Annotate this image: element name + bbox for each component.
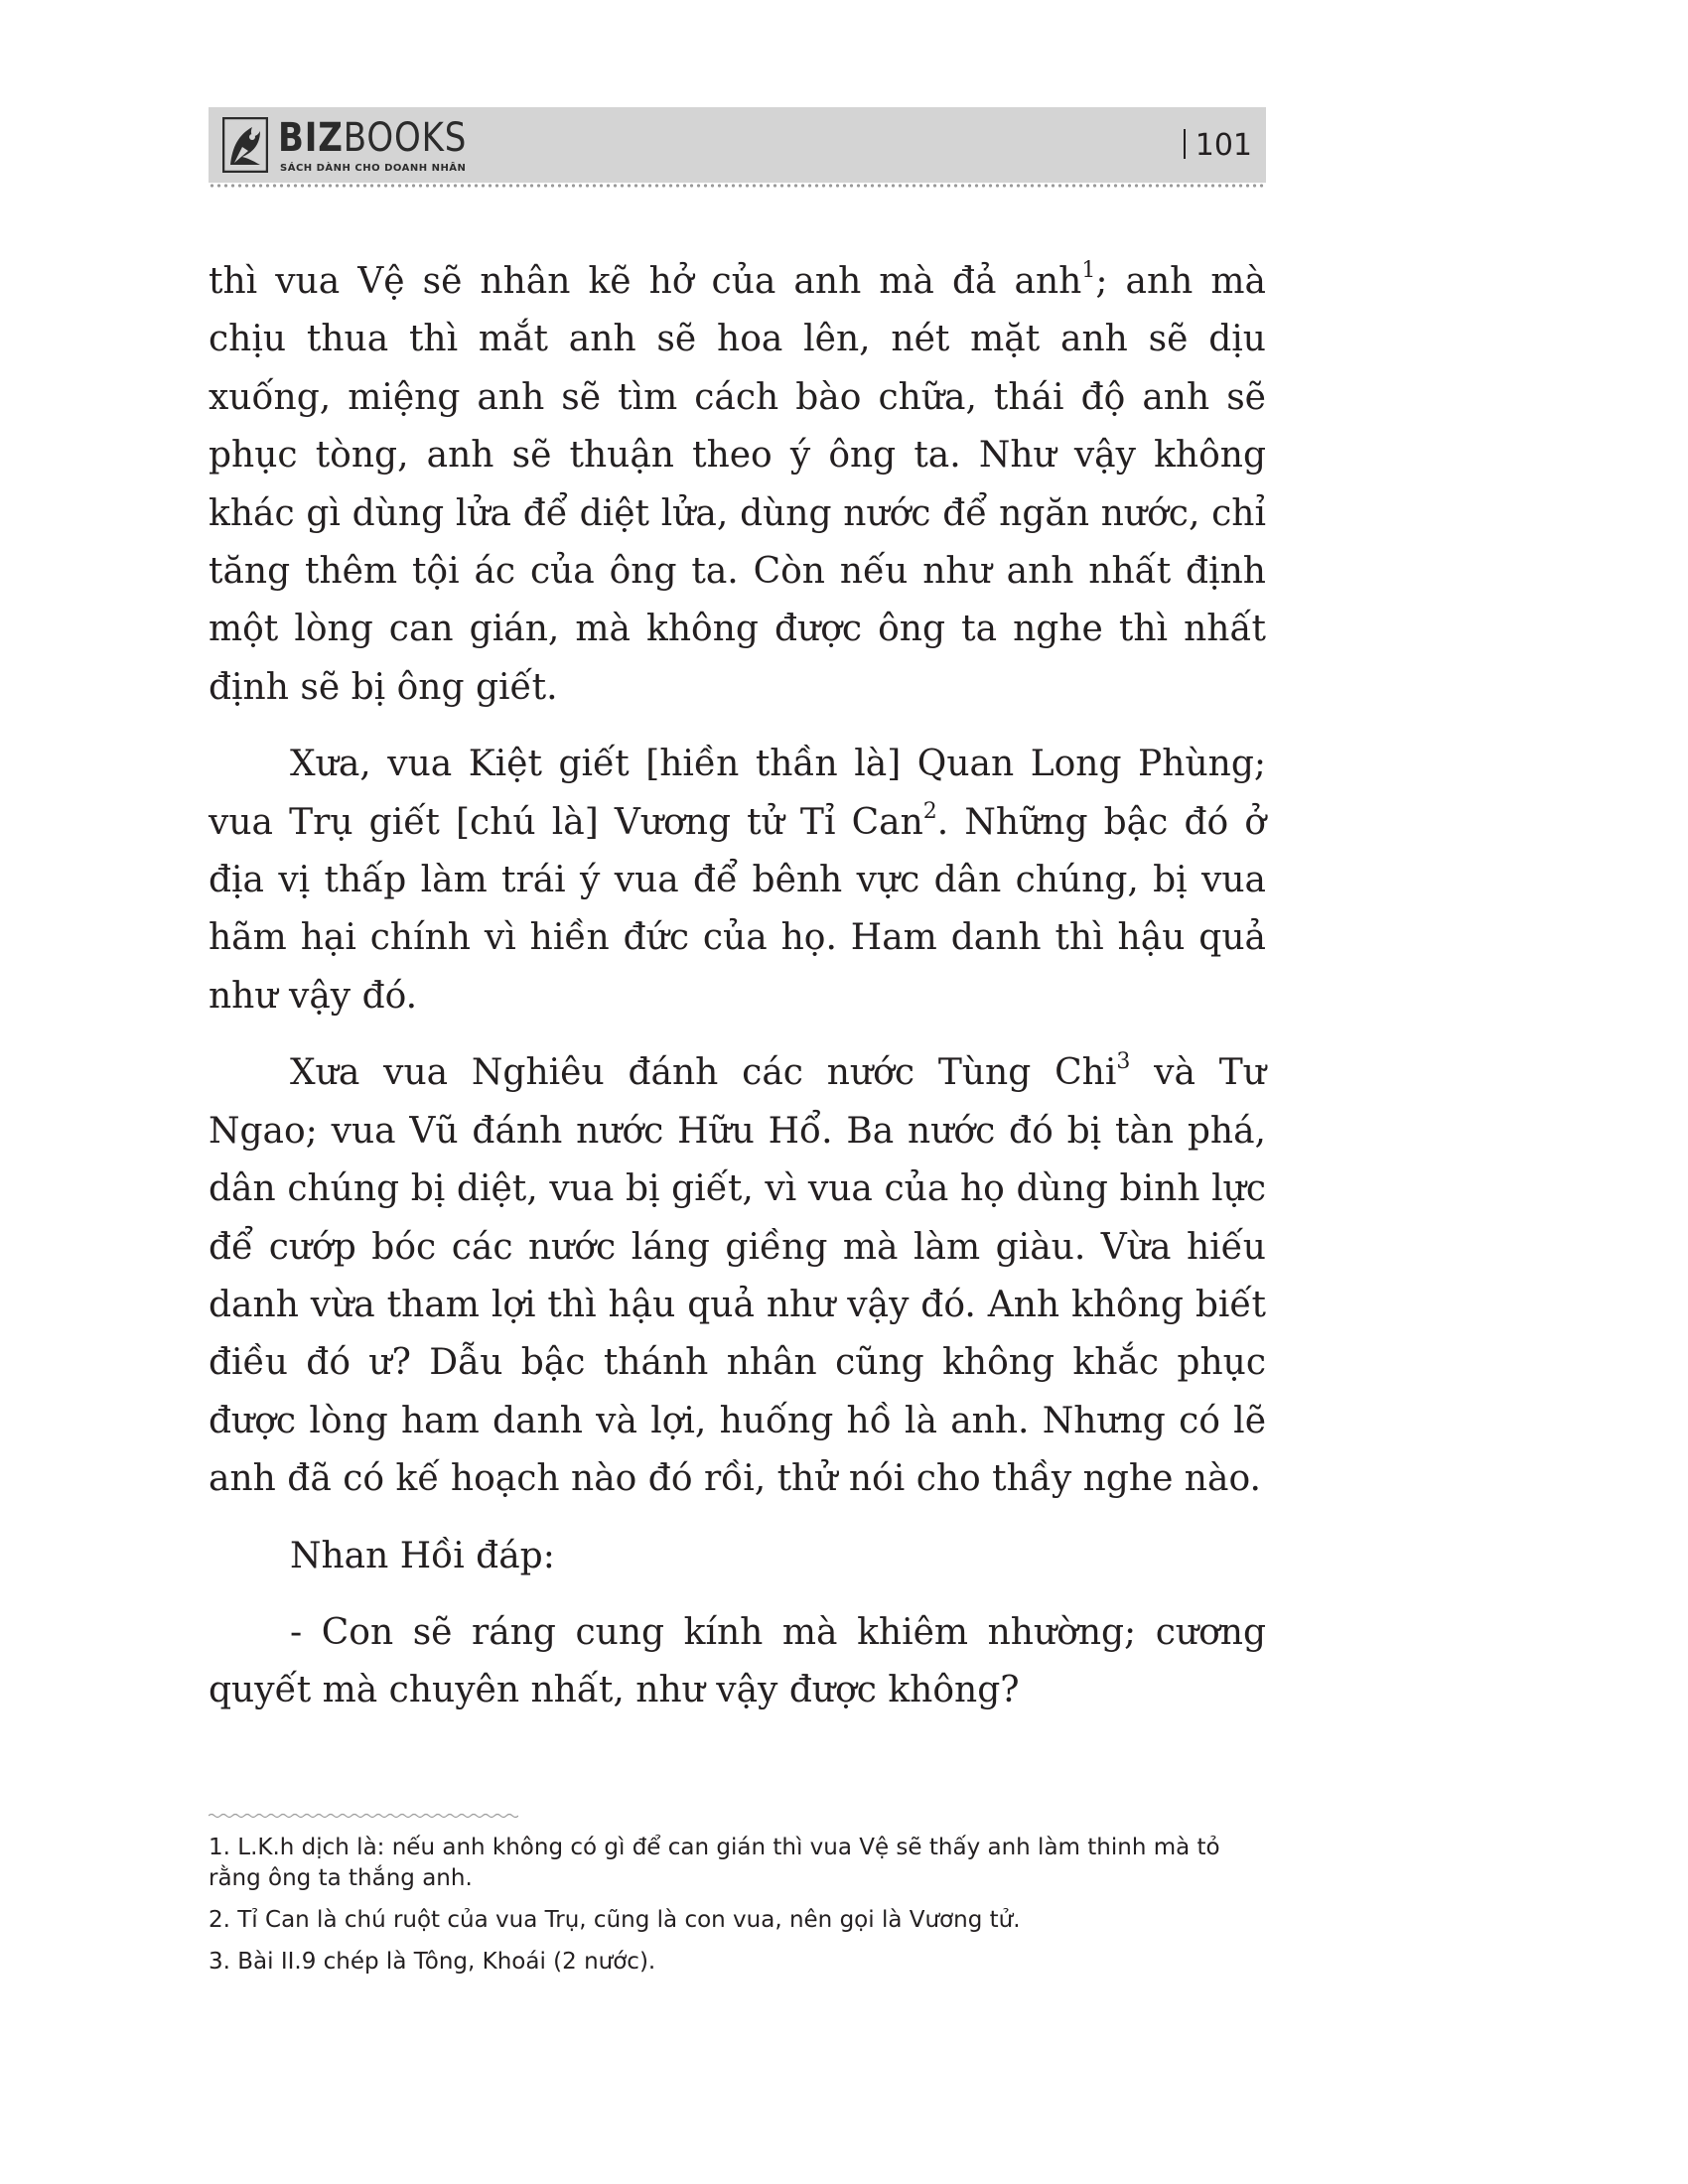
brand-tagline: SÁCH DÀNH CHO DOANH NHÂN	[280, 163, 467, 174]
footnote-ref-2: 2	[922, 798, 937, 824]
footnote-ref-1: 1	[1081, 258, 1096, 283]
paragraph-5: - Con sẽ ráng cung kính mà khiêm nhường; cương quyết mà chuyên nhất, như vậy được không?	[209, 1611, 1266, 1711]
page-number: 101	[1184, 129, 1252, 163]
footnote-3: 3. Bài II.9 chép là Tông, Khoái (2 nước).	[209, 1949, 656, 1975]
page-header	[209, 107, 1266, 183]
header-dotted-border	[209, 184, 1266, 188]
footnote-1: 1. L.K.h dịch là: nếu anh không có gì để can gián thì vua Vệ sẽ thấy anh làm thinh mà tỏ rằng ông ta thắng anh.	[209, 1835, 1220, 1891]
paragraph-1: thì vua Vệ sẽ nhân kẽ hở của anh mà đả anh$^1$; anh mà chịu thua thì mắt anh sẽ hoa lên, nét mặt anh sẽ dịu xuống, miệng anh sẽ tìm cách bào chữa, thái độ anh sẽ phục tòng, anh sẽ thuận theo ý ông ta. Như vậy không khác gì dùng lửa để diệt lửa, dùng nước để ngăn nước, chỉ tăng thêm tội ác của ông ta. Còn nếu như anh nhất định một lòng can gián, mà không được ông ta nghe thì nhất định sẽ bị ông giết.	[209, 258, 1266, 708]
footnote-2: 2. Tỉ Can là chú ruột của vua Trụ, cũng là con vua, nên gọi là Vương tử.	[209, 1907, 1021, 1933]
footnote-ref-3: 3	[1116, 1049, 1131, 1075]
paragraph-3: Xưa vua Nghiêu đánh các nước Tùng Chi$^3$ và Tư Ngao; vua Vũ đánh nước Hữu Hổ. Ba nước đó bị tàn phá, dân chúng bị diệt, vua bị giết, vì vua của họ dùng binh lực để cướp bóc các nước láng giềng mà làm giàu. Vừa hiếu danh vừa tham lợi thì hậu quả như vậy đó. Anh không biết điều đó ư? Dẫu bậc thánh nhân cũng không khắc phục được lòng ham danh và lợi, huống hồ là anh. Nhưng có lẽ anh đã có kế hoạch nào đó rồi, thử nói cho thầy nghe nào.	[209, 1049, 1266, 1500]
paragraph-4: Nhan Hồi đáp:	[290, 1535, 555, 1576]
body-text	[209, 253, 1266, 1739]
paragraph-2: Xưa, vua Kiệt giết [hiền thần là] Quan Long Phùng; vua Trụ giết [chú là] Vương tử Tỉ Can$^2$. Những bậc đó ở địa vị thấp làm trái ý vua để bênh vực dân chúng, bị vua hãm hại chính vì hiền đức của họ. Ham danh thì hậu quả như vậy đó.	[209, 744, 1266, 1017]
bizbooks-logo-icon	[222, 117, 268, 173]
footnotes	[209, 1833, 1266, 1988]
footnote-separator	[209, 1813, 518, 1819]
brand-name: BIZBOOKS	[278, 115, 468, 161]
